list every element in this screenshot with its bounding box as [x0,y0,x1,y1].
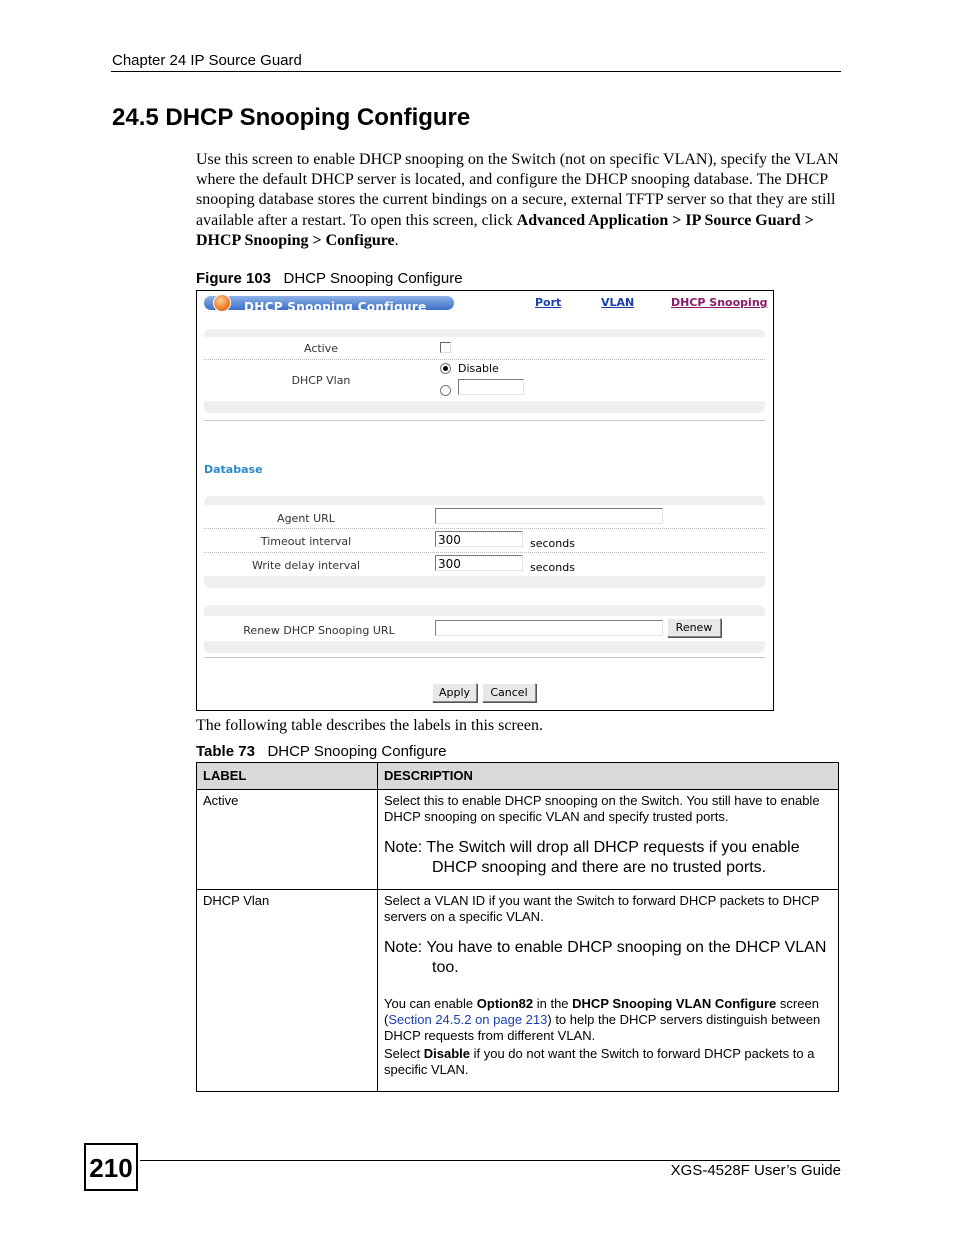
intro-text: Use this screen to enable DHCP snooping on the Switch (not on specific VLAN), specify the VLAN where the default DHCP server is located, and configure the DHCP snooping database. The DHCP snooping database stores the current bindings on a secure, external TFTP server so that they are still available after a restart. To open this screen, click [196,151,839,229]
database-heading: Database [204,463,263,476]
screen-title: DHCP Snooping Configure [244,300,427,314]
screen-title-bar [204,296,454,314]
note-text: Note: You have to enable DHCP snooping on the DHCP VLAN too. [384,939,827,976]
disable-radio-label: Disable [458,362,499,375]
guide-name: XGS-4528F User’s Guide [670,1162,841,1179]
intro-menu-path: Advanced Application > IP Source Guard > DHCP Snooping > Configure [196,211,814,249]
dhcp-vlan-row [204,360,765,401]
renew-button[interactable]: Renew [667,618,721,637]
active-checkbox[interactable] [440,342,451,353]
active-row [204,337,765,360]
agent-url-input[interactable] [435,508,663,524]
divider [204,420,765,421]
renew-row [204,616,765,641]
disable-radio[interactable] [440,363,451,374]
active-label: Active [303,342,339,355]
figure-caption-text: DHCP Snooping Configure [283,270,463,287]
row-label: DHCP Vlan [197,890,378,1092]
table-caption-label: Table 73 [196,743,255,760]
vlan-id-radio[interactable] [440,385,451,396]
description-table [196,762,839,1092]
table-header-row [197,763,839,790]
header-rule [111,71,841,72]
footer-rule [140,1160,840,1161]
figure-caption-label: Figure 103 [196,270,272,287]
write-delay-input[interactable]: 300 [435,555,523,571]
description-text: Select a VLAN ID if you want the Switch to forward DHCP packets to DHCP servers on a specific VLAN. [384,893,820,924]
description-text: Select Disable if you do not want the Switch to forward DHCP packets to a specific VLAN. [384,1046,815,1077]
page-number: 210 [84,1143,138,1191]
title-bullet-icon [213,294,231,312]
table-intro-text: The following table describes the labels in this screen. [196,717,544,734]
renew-url-label: Renew DHCP Snooping URL [243,624,395,637]
dhcp-vlan-label: DHCP Vlan [291,374,351,387]
description-text: You can enable Option82 in the DHCP Snooping VLAN Configure screen (Section 24.5.2 on page 213) to help the DHCP servers distinguish between DHCP requests from different VLAN. [384,996,821,1043]
table-caption-text: DHCP Snooping Configure [267,743,447,760]
timeout-unit: seconds [530,537,575,550]
vlan-link[interactable]: VLAN [601,296,635,309]
write-delay-row [204,553,765,576]
timeout-label: Timeout interval [260,535,352,548]
divider [204,657,765,658]
agent-url-label: Agent URL [277,512,335,525]
running-head: Chapter 24 IP Source Guard [112,52,302,69]
intro-end: . [394,231,399,249]
section-link[interactable]: Section 24.5.2 on page 213 [388,1012,548,1027]
table-row [197,790,839,890]
cancel-button[interactable]: Cancel [482,683,536,702]
table-caption [196,743,446,760]
table-row [197,890,839,1092]
write-delay-unit: seconds [530,561,575,574]
write-delay-label: Write delay interval [251,559,361,572]
row-description [378,790,839,890]
renew-url-input[interactable] [435,620,663,636]
intro-paragraph [196,150,841,251]
database-panel [204,496,765,588]
timeout-row [204,529,765,553]
section-title: 24.5 DHCP Snooping Configure [112,104,471,131]
header-label: LABEL [197,763,378,790]
note-text: Note: The Switch will drop all DHCP requests if you enable DHCP snooping and there are no trusted ports. [384,839,800,876]
port-link[interactable]: Port [535,296,562,309]
row-description [378,890,839,1092]
agent-url-row [204,505,765,529]
apply-button[interactable]: Apply [432,683,477,702]
figure-caption [196,270,463,287]
screenshot-figure [196,290,774,711]
row-label: Active [197,790,378,890]
header-description: DESCRIPTION [378,763,839,790]
dhcp-snooping-link[interactable]: DHCP Snooping [671,296,768,309]
general-settings-panel [204,329,765,413]
renew-panel [204,605,765,653]
vlan-id-input[interactable] [458,379,524,395]
timeout-input[interactable]: 300 [435,531,523,547]
description-text: Select this to enable DHCP snooping on the Switch. You still have to enable DHCP snooping on specific VLAN and specify trusted ports. [384,793,820,824]
